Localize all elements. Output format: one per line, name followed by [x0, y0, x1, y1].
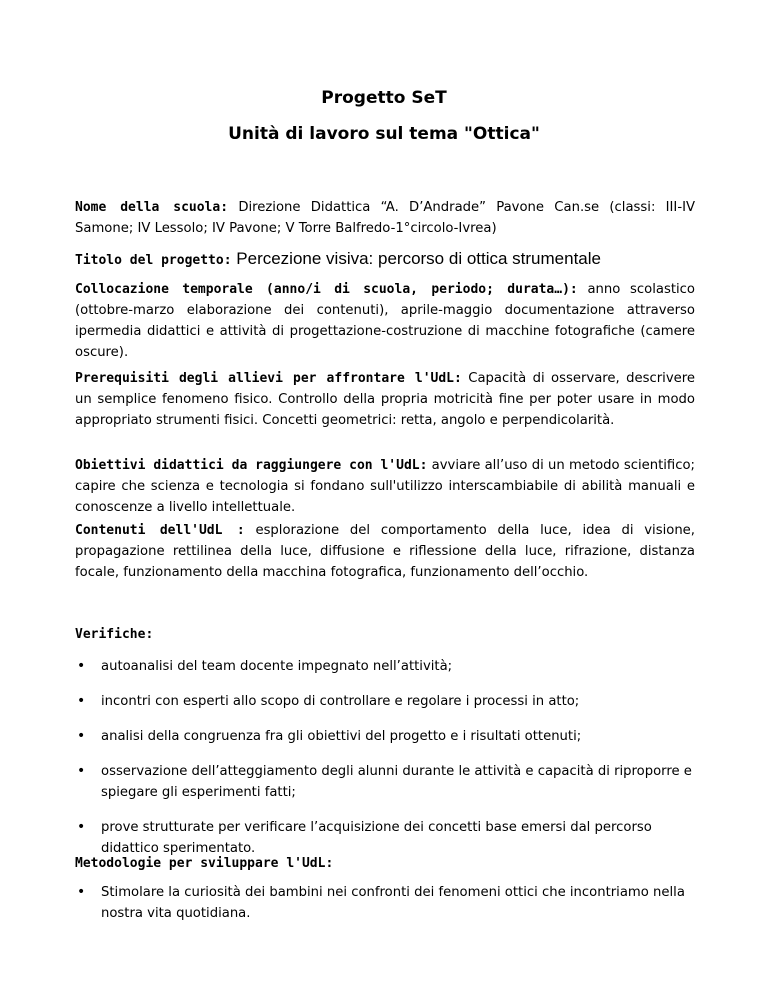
objectives-text: avviare all’uso di un metodo scientifico; capire che scienza e tecnologia si fondano sull'utilizzo interscambiabile di abilità manuali e conoscenze a livello intellettuale. — [75, 458, 695, 515]
objectives-section — [75, 455, 695, 518]
school-text: Direzione Didattica “A. D’Andrade” Pavone Can.se (classi: III-IV Samone; IV Lessolo; IV Pavone; V Torre Balfredo-1°circolo-Ivrea) — [75, 200, 695, 236]
contents-text: esplorazione del comportamento della luce, idea di visione, propagazione rettilinea della luce, diffusione e riflessione della luce, rifrazione, distanza focale, funzionamento della macchina fotografica, funzionamento dell’occhio. — [75, 523, 695, 580]
verification-heading: Verifiche: — [75, 627, 154, 642]
prerequisites-text: Capacità di osservare, descrivere un semplice fenomeno fisico. Controllo della propria motricità fine per poter usare in modo appropriato strumenti fisici. Concetti geometrici: retta, angolo e perpendicolarità. — [75, 371, 695, 428]
contents-section — [75, 520, 695, 583]
methods-list — [75, 882, 695, 938]
verification-list — [75, 656, 695, 873]
list-item: • autoanalisi del team docente impegnato nell’attività; — [75, 656, 695, 677]
prerequisites-section — [75, 368, 695, 431]
list-item: • Stimolare la curiosità dei bambini nei confronti dei fenomeni ottici che incontriamo nella nostra vita quotidiana. — [75, 882, 695, 924]
document-title: Progetto SeT — [321, 88, 447, 108]
list-item: • prove strutturate per verificare l’acquisizione dei concetti base emersi dal percorso didattico sperimentato. — [75, 817, 695, 859]
document-subtitle: Unità di lavoro sul tema "Ottica" — [228, 124, 540, 144]
project-title-text: Percezione visiva: percorso di ottica strumentale — [231, 249, 601, 268]
methods-heading: Metodologie per sviluppare l'UdL: — [75, 856, 334, 871]
timing-section — [75, 279, 695, 363]
list-item: • osservazione dell’atteggiamento degli alunni durante le attività e capacità di riproporre e spiegare gli esperimenti fatti; — [75, 761, 695, 803]
project-title-section — [75, 248, 695, 271]
school-label: Nome della scuola: — [75, 200, 229, 215]
timing-label: Collocazione temporale (anno/i di scuola, periodo; durata…): — [75, 282, 578, 297]
timing-text: anno scolastico (ottobre-marzo elaborazione dei contenuti), aprile-maggio documentazione attraverso ipermedia didattici e attività di progettazione-costruzione di macchine fotografiche (camere oscure). — [75, 282, 695, 360]
project-title-label: Titolo del progetto: — [75, 253, 232, 268]
prerequisites-label: Prerequisiti degli allievi per affrontare l'UdL: — [75, 371, 462, 386]
list-item: • incontri con esperti allo scopo di controllare e regolare i processi in atto; — [75, 691, 695, 712]
school-section — [75, 197, 695, 239]
list-item: • analisi della congruenza fra gli obiettivi del progetto e i risultati ottenuti; — [75, 726, 695, 747]
objectives-label: Obiettivi didattici da raggiungere con l'UdL: — [75, 458, 428, 473]
contents-label: Contenuti dell'UdL : — [75, 523, 245, 538]
